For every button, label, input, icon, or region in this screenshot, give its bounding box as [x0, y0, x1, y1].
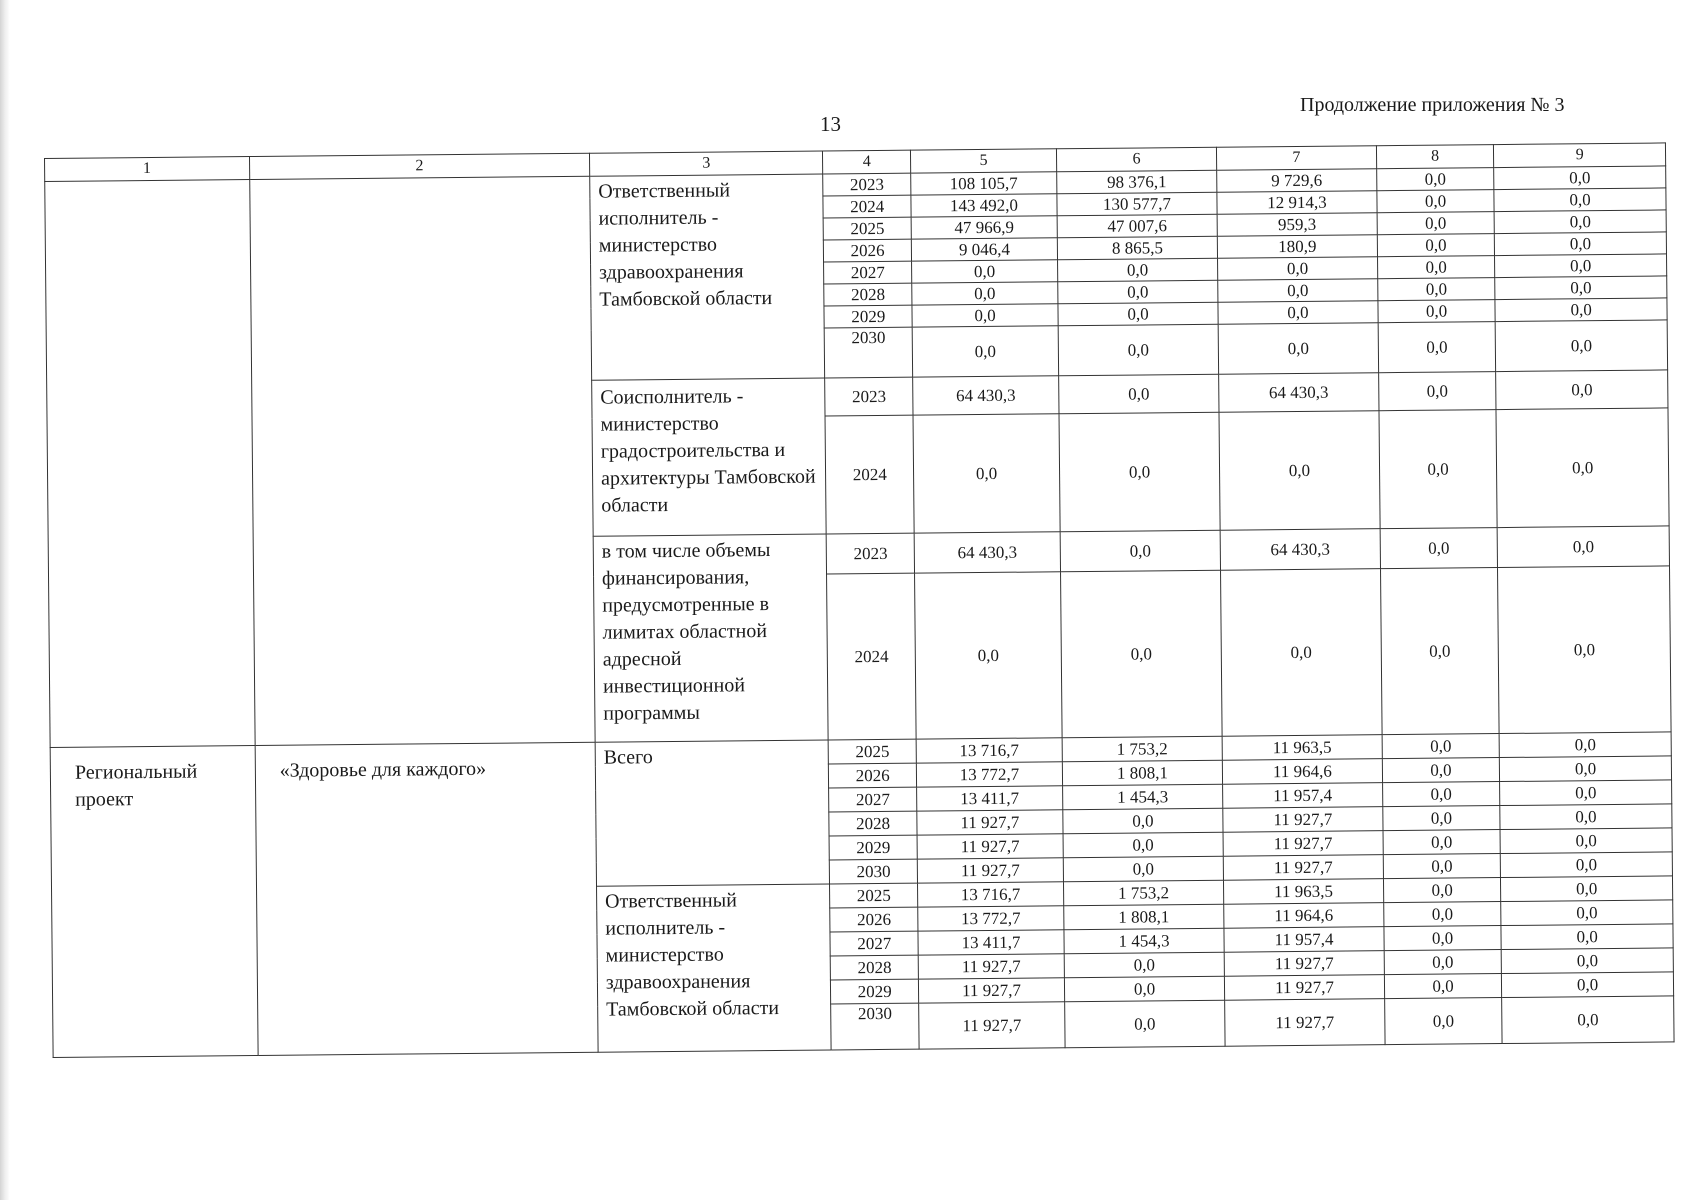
value-cell: 0,0 — [1063, 832, 1223, 858]
value-cell: 0,0 — [1218, 279, 1378, 303]
value-cell: 0,0 — [1384, 902, 1502, 927]
executor-cell: Ответственный исполнитель - министерство здравоохранения Тамбовской области — [590, 174, 825, 380]
value-cell: 0,0 — [1380, 568, 1499, 735]
value-cell: 11 964,6 — [1222, 759, 1382, 785]
value-cell: 0,0 — [1219, 411, 1380, 531]
value-cell: 11 927,7 — [1223, 831, 1383, 857]
table-wrapper — [44, 142, 1676, 1198]
year-cell: 2030 — [825, 327, 913, 378]
value-cell: 0,0 — [1218, 323, 1378, 375]
value-cell: 0,0 — [1502, 972, 1674, 998]
value-cell: 959,3 — [1217, 213, 1377, 237]
value-cell: 0,0 — [1382, 734, 1500, 759]
value-cell: 11 963,5 — [1223, 879, 1383, 905]
year-cell: 2030 — [830, 859, 918, 884]
value-cell: 0,0 — [1382, 758, 1500, 783]
value-cell: 0,0 — [1065, 1000, 1225, 1048]
value-cell: 0,0 — [1494, 188, 1666, 212]
year-cell: 2025 — [830, 883, 918, 908]
year-cell: 2029 — [830, 835, 918, 860]
value-cell: 0,0 — [1496, 408, 1669, 528]
value-cell: 143 492,0 — [911, 194, 1057, 217]
value-cell: 0,0 — [1495, 254, 1667, 278]
value-cell: 0,0 — [1060, 530, 1220, 572]
year-cell: 2023 — [825, 377, 913, 416]
value-cell: 108 105,7 — [911, 172, 1057, 195]
value-cell: 1 808,1 — [1062, 760, 1222, 786]
year-cell: 2027 — [830, 931, 918, 956]
value-cell: 0,0 — [1377, 212, 1495, 235]
value-cell: 0,0 — [1064, 976, 1224, 1002]
value-cell: 1 753,2 — [1062, 736, 1222, 762]
year-cell: 2027 — [824, 261, 912, 284]
value-cell: 0,0 — [1496, 370, 1668, 410]
value-cell: 8 865,5 — [1057, 236, 1217, 260]
value-cell: 0,0 — [1384, 950, 1502, 975]
value-cell: 0,0 — [1382, 782, 1500, 807]
value-cell: 0,0 — [1500, 804, 1672, 830]
value-cell: 0,0 — [1218, 301, 1378, 325]
value-cell: 0,0 — [1502, 996, 1674, 1044]
value-cell: 0,0 — [1378, 278, 1496, 301]
value-cell: 13 772,7 — [916, 762, 1062, 787]
value-cell: 0,0 — [1063, 856, 1223, 882]
value-cell: 13 716,7 — [916, 738, 1062, 763]
year-cell: 2023 — [823, 173, 911, 196]
value-cell: 0,0 — [1497, 526, 1669, 568]
value-cell: 13 716,7 — [917, 882, 1063, 907]
value-cell: 0,0 — [1058, 324, 1218, 376]
value-cell: 11 963,5 — [1222, 735, 1382, 761]
value-cell: 0,0 — [914, 572, 1062, 739]
value-cell: 64 430,3 — [914, 532, 1060, 573]
value-cell: 0,0 — [1059, 374, 1219, 414]
scan-edge-shadow — [0, 0, 10, 1200]
value-cell: 11 964,6 — [1224, 903, 1384, 929]
value-cell: 0,0 — [1500, 756, 1672, 782]
year-cell: 2025 — [824, 217, 912, 240]
value-cell: 0,0 — [1385, 998, 1503, 1045]
year-cell: 2029 — [831, 979, 919, 1004]
value-cell: 0,0 — [1380, 528, 1498, 569]
year-cell: 2029 — [824, 305, 912, 328]
year-cell: 2026 — [829, 763, 917, 788]
value-cell: 9 729,6 — [1217, 169, 1377, 193]
value-cell: 64 430,3 — [1219, 373, 1379, 413]
value-cell: 0,0 — [1064, 952, 1224, 978]
column-number: 1 — [45, 157, 250, 182]
value-cell: 11 927,7 — [1223, 807, 1383, 833]
value-cell: 0,0 — [1494, 210, 1666, 234]
value-cell: 0,0 — [1063, 808, 1223, 834]
value-cell: 0,0 — [1494, 166, 1666, 190]
value-cell: 13 411,7 — [917, 786, 1063, 811]
value-cell: 98 376,1 — [1057, 170, 1217, 194]
value-cell: 1 753,2 — [1064, 880, 1224, 906]
column-number: 4 — [823, 150, 911, 174]
value-cell: 0,0 — [911, 260, 1057, 283]
value-cell: 0,0 — [1217, 257, 1377, 281]
project-type-cell: Региональный проект — [50, 746, 258, 1058]
year-cell: 2026 — [824, 239, 912, 262]
value-cell: 0,0 — [1498, 566, 1671, 734]
financing-table — [44, 142, 1675, 1058]
year-cell: 2024 — [823, 195, 911, 218]
value-cell: 0,0 — [1383, 854, 1501, 879]
value-cell: 0,0 — [913, 414, 1060, 533]
column-number: 5 — [910, 149, 1056, 173]
value-cell: 11 927,7 — [918, 954, 1064, 979]
value-cell: 0,0 — [1500, 828, 1672, 854]
value-cell: 0,0 — [912, 304, 1058, 327]
value-cell: 47 966,9 — [911, 216, 1057, 239]
value-cell: 11 927,7 — [918, 978, 1064, 1003]
year-cell: 2028 — [824, 283, 912, 306]
value-cell: 11 957,4 — [1224, 927, 1384, 953]
value-cell: 0,0 — [1495, 232, 1667, 256]
executor-cell: Всего — [595, 740, 830, 886]
value-cell: 0,0 — [1378, 322, 1496, 373]
value-cell: 0,0 — [1058, 302, 1218, 326]
year-cell: 2026 — [830, 907, 918, 932]
value-cell: 0,0 — [1379, 372, 1497, 411]
value-cell: 11 927,7 — [917, 810, 1063, 835]
year-cell: 2028 — [831, 955, 919, 980]
page-number: 13 — [820, 112, 841, 136]
value-cell: 1 454,3 — [1064, 928, 1224, 954]
executor-cell: Соисполнитель - министерство градостроительства и архитектуры Тамбовской области — [592, 378, 827, 536]
value-cell: 0,0 — [1220, 569, 1382, 737]
value-cell: 11 927,7 — [1225, 999, 1385, 1047]
value-cell: 0,0 — [1383, 806, 1501, 831]
year-cell: 2024 — [827, 573, 916, 740]
year-cell: 2023 — [827, 533, 915, 574]
value-cell: 11 927,7 — [917, 858, 1063, 883]
value-cell: 11 927,7 — [1223, 855, 1383, 881]
value-cell: 64 430,3 — [1220, 529, 1380, 571]
value-cell: 0,0 — [1058, 280, 1218, 304]
value-cell: 0,0 — [1377, 234, 1495, 257]
value-cell: 0,0 — [1058, 258, 1218, 282]
value-cell: 0,0 — [1501, 948, 1673, 974]
column-number: 3 — [589, 151, 823, 176]
value-cell: 12 914,3 — [1217, 191, 1377, 215]
column-number: 8 — [1376, 145, 1494, 169]
value-cell: 0,0 — [912, 326, 1059, 377]
year-cell: 2027 — [829, 787, 917, 812]
value-cell: 0,0 — [1383, 878, 1501, 903]
value-cell: 0,0 — [1500, 780, 1672, 806]
value-cell: 0,0 — [1378, 300, 1496, 323]
executor-cell: в том числе объемы финансирования, предусмотренные в лимитах областной адресной инвестиционной программы — [593, 534, 829, 742]
column-number: 9 — [1494, 143, 1666, 168]
value-cell: 0,0 — [1377, 168, 1495, 191]
value-cell: 0,0 — [1384, 926, 1502, 951]
value-cell: 1 808,1 — [1064, 904, 1224, 930]
year-cell: 2028 — [829, 811, 917, 836]
project-name-cell-upper — [249, 176, 595, 745]
value-cell: 130 577,7 — [1057, 192, 1217, 216]
value-cell: 0,0 — [1501, 876, 1673, 902]
value-cell: 11 927,7 — [1224, 975, 1384, 1001]
year-cell: 2024 — [825, 415, 914, 534]
value-cell: 0,0 — [1501, 924, 1673, 950]
value-cell: 9 046,4 — [911, 238, 1057, 261]
value-cell: 0,0 — [1377, 256, 1495, 279]
value-cell: 0,0 — [1059, 412, 1220, 532]
value-cell: 0,0 — [1383, 830, 1501, 855]
project-name-cell: «Здоровье для каждого» — [255, 742, 598, 1055]
value-cell: 0,0 — [1501, 900, 1673, 926]
column-number: 7 — [1216, 146, 1376, 171]
column-number: 2 — [249, 153, 589, 179]
value-cell: 0,0 — [1379, 410, 1497, 529]
value-cell: 0,0 — [1495, 276, 1667, 300]
value-cell: 11 927,7 — [917, 834, 1063, 859]
value-cell: 0,0 — [912, 282, 1058, 305]
column-number: 6 — [1056, 147, 1216, 172]
value-cell: 1 454,3 — [1063, 784, 1223, 810]
value-cell: 13 411,7 — [918, 930, 1064, 955]
value-cell: 0,0 — [1500, 852, 1672, 878]
value-cell: 180,9 — [1217, 235, 1377, 259]
executor-cell: Ответственный исполнитель - министерство здравоохранения Тамбовской области — [596, 884, 831, 1052]
year-cell: 2025 — [829, 739, 917, 764]
project-type-cell-upper — [45, 180, 255, 748]
value-cell: 11 927,7 — [919, 1002, 1066, 1049]
value-cell: 64 430,3 — [913, 376, 1059, 415]
value-cell: 47 007,6 — [1057, 214, 1217, 238]
value-cell: 11 927,7 — [1224, 951, 1384, 977]
appendix-continuation-label: Продолжение приложения № 3 — [1300, 94, 1565, 116]
value-cell: 0,0 — [1495, 320, 1667, 372]
year-cell: 2030 — [831, 1003, 919, 1050]
value-cell: 11 957,4 — [1223, 783, 1383, 809]
value-cell: 0,0 — [1499, 732, 1671, 758]
value-cell: 0,0 — [1495, 298, 1667, 322]
value-cell: 13 772,7 — [918, 906, 1064, 931]
value-cell: 0,0 — [1061, 570, 1223, 738]
value-cell: 0,0 — [1384, 974, 1502, 999]
value-cell: 0,0 — [1377, 190, 1495, 213]
